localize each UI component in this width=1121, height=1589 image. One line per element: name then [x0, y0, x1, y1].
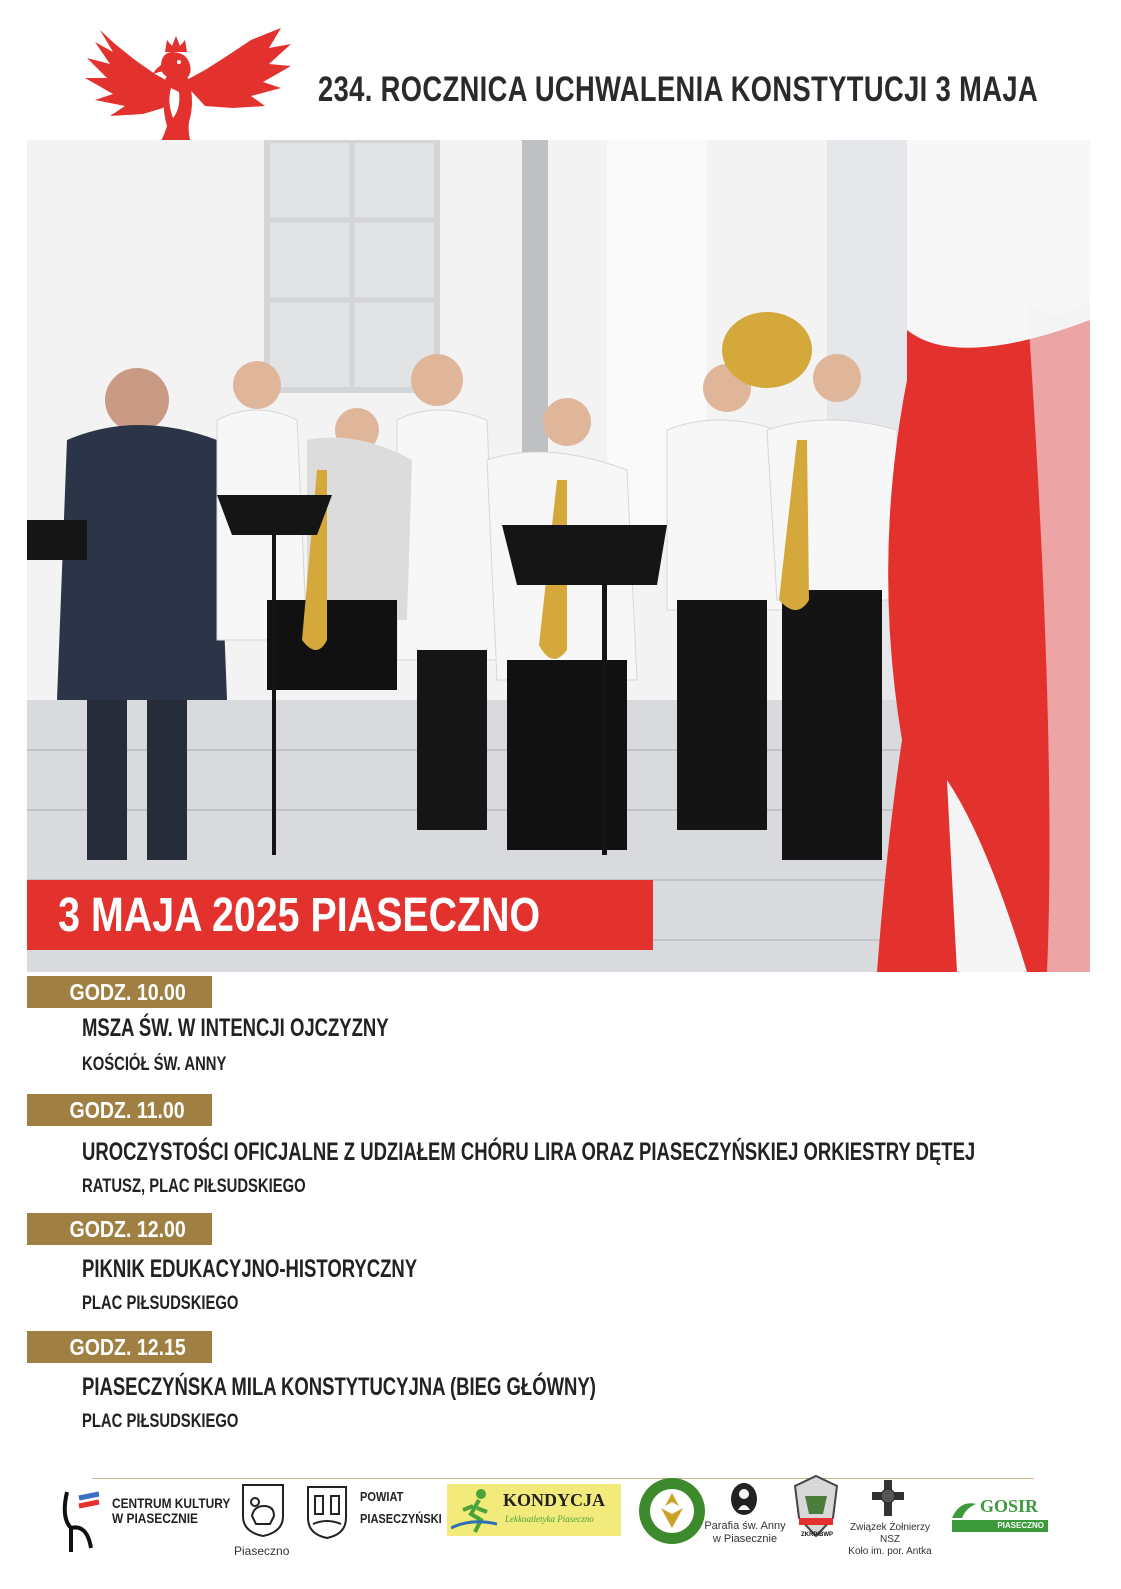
- piaseczno-crest-icon: [240, 1482, 286, 1538]
- powiat-line2: PIASECZYŃSKI: [360, 1511, 442, 1527]
- gosir-name: GOSIR: [980, 1496, 1039, 1516]
- gosir-icon: [950, 1498, 978, 1522]
- parafia-line1: Parafia św. Anny: [704, 1520, 786, 1532]
- event-title: MSZA ŚW. W INTENCJI OJCZYZNY: [82, 1014, 389, 1042]
- parafia-label: [700, 1520, 790, 1546]
- centrum-kultury-logo: [112, 1496, 230, 1527]
- event-place: RATUSZ, PLAC PIŁSUDSKIEGO: [82, 1176, 306, 1197]
- nsz-line1: Związek Żołnierzy NSZ: [849, 1522, 931, 1545]
- zkrpibwp-badge-icon: [793, 1474, 839, 1538]
- event-place: KOŚCIÓŁ ŚW. ANNY: [82, 1054, 227, 1075]
- event-title: PIKNIK EDUKACYJNO-HISTORYCZNY: [82, 1255, 418, 1283]
- kondycja-name: KONDYCJA: [503, 1490, 605, 1510]
- powiat-logo: [360, 1490, 442, 1527]
- event-time: GODZ. 11.00: [69, 1096, 185, 1123]
- nsz-line2: Koło im. por. Antka: [848, 1546, 932, 1557]
- date-place-text: 3 MAJA 2025 PIASECZNO: [58, 888, 541, 942]
- page-title: 234. ROCZNICA UCHWALENIA KONSTYTUCJI 3 MAJA: [318, 70, 1039, 109]
- gmina-label: Piaseczno: [234, 1544, 290, 1558]
- event-time: GODZ. 12.15: [69, 1333, 186, 1360]
- event-place: PLAC PIŁSUDSKIEGO: [82, 1411, 239, 1432]
- centrum-kultury-line2: W PIASECZNIE: [112, 1510, 198, 1527]
- event-time: GODZ. 12.00: [69, 1215, 186, 1242]
- time-badge: [27, 1094, 212, 1126]
- gosir-logo: [950, 1496, 1050, 1532]
- gosir-sub: PIASECZNO: [952, 1520, 1048, 1532]
- powiat-crest-icon: [305, 1484, 349, 1540]
- time-badge: [27, 1331, 212, 1363]
- parafia-icon: [730, 1482, 758, 1516]
- powiat-line1: POWIAT: [360, 1489, 404, 1504]
- centrum-kultury-logo-icon: [57, 1488, 105, 1556]
- time-badge: [27, 1213, 212, 1245]
- event-time: GODZ. 10.00: [69, 978, 186, 1005]
- sponsor-logos: [0, 1488, 1121, 1588]
- event-title: PIASECZYŃSKA MILA KONSTYTUCYJNA (BIEG GŁÓWNY): [82, 1373, 596, 1401]
- event-place: PLAC PIŁSUDSKIEGO: [82, 1293, 239, 1314]
- nsz-label: [840, 1522, 940, 1558]
- runner-icon: [451, 1488, 497, 1534]
- kondycja-logo: [447, 1484, 621, 1536]
- zhp-badge-icon: [637, 1476, 707, 1546]
- nsz-cross-icon: [870, 1478, 906, 1518]
- event-title: UROCZYSTOŚCI OFICJALNE Z UDZIAŁEM CHÓRU LIRA ORAZ PIASECZYŃSKIEJ ORKIESTRY DĘTEJ: [82, 1138, 976, 1166]
- date-place-banner: [27, 880, 653, 950]
- centrum-kultury-line1: CENTRUM KULTURY: [112, 1495, 231, 1511]
- zkrpibwp-label: ZKRPiBWP: [801, 1532, 833, 1538]
- time-badge: [27, 976, 212, 1008]
- brass-band-photo: [27, 140, 1090, 972]
- parafia-line2: w Piasecznie: [712, 1533, 778, 1546]
- kondycja-sub: Lekkoatletyka Piaseczno: [505, 1514, 594, 1524]
